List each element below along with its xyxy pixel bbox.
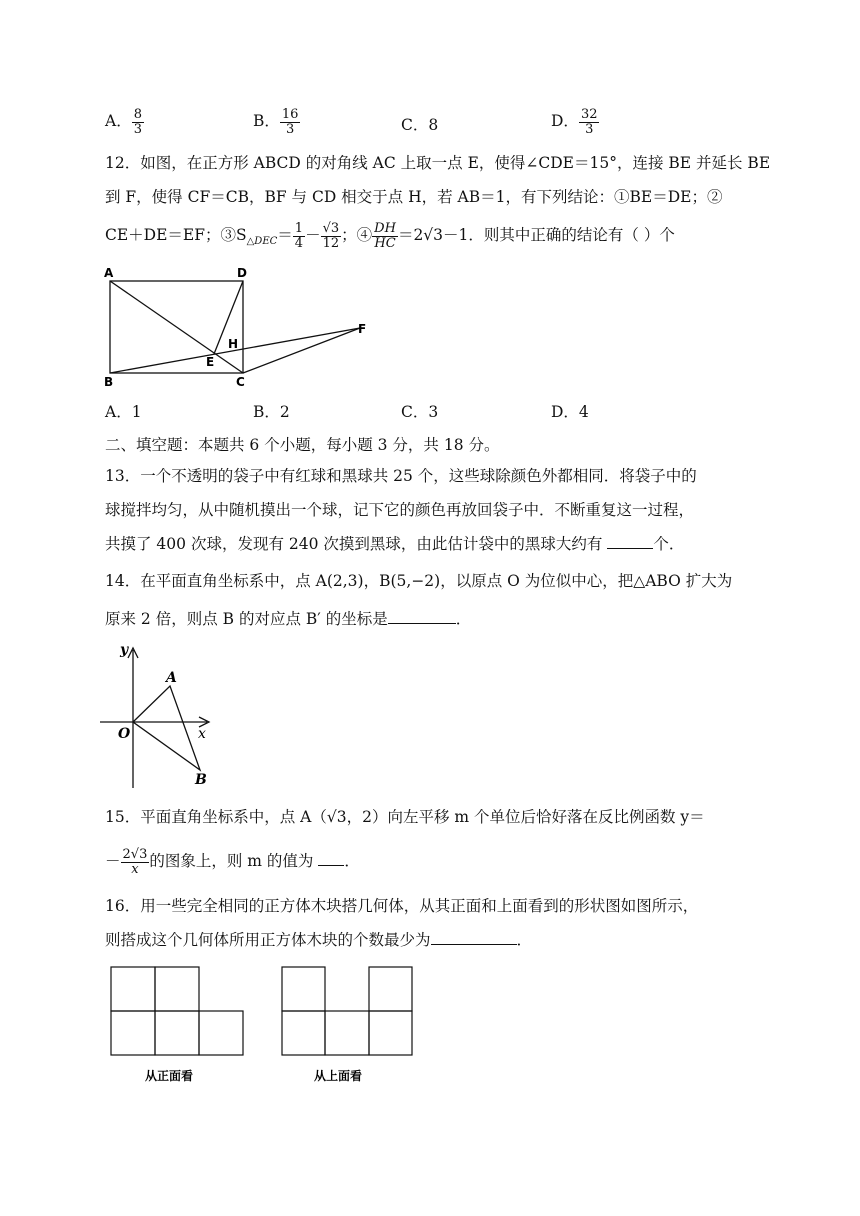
- q12-option-b: B．2: [253, 403, 290, 421]
- q15-line-2: － $\frac{2√3}{x}$ 的图象上，则 m 的值为 ．: [105, 847, 360, 877]
- q11-option-c: C．8: [401, 116, 439, 134]
- label-b: B: [104, 375, 114, 389]
- q15-line-1: 15．平面直角坐标系中，点 A（√3，2）向左平移 m 个单位后恰好落在反比例函数 y＝: [105, 808, 705, 826]
- q12-option-a: A．1: [105, 403, 142, 421]
- q16-line-1: 16．用一些完全相同的正方体木块搭几何体，从其正面和上面看到的形状图如图所示，: [105, 897, 699, 915]
- label-y: y: [120, 642, 129, 658]
- label-f: F: [358, 322, 367, 336]
- label-c: C: [236, 375, 245, 389]
- q11-option-a: A． $\frac{8}{3}$: [105, 107, 142, 137]
- label-o: O: [118, 726, 131, 742]
- label-d: D: [237, 266, 247, 280]
- q12-line-1: 12．如图，在正方形 ABCD 的对角线 AC 上取一点 E，使得∠CDE＝15°，连接 BE 并延长 BE: [105, 154, 771, 172]
- q12-option-d: D．4: [551, 403, 589, 421]
- q12-line-3: CE＋DE＝EF；$③S_{\triangle DEC}=$ $\frac{1}{4}$ － $\frac{√3}{12}$ ；④ $\frac{DH}{HC}$ ＝2√3－1．则其中正确的结论有（ ）个: [105, 221, 675, 251]
- label-h: H: [228, 337, 239, 351]
- q12-option-c: C．3: [401, 403, 439, 421]
- top-view-grid: [282, 967, 412, 1055]
- q14-line-2: 原来 2 倍，则点 B 的对应点 B′ 的坐标是 ．: [105, 610, 472, 628]
- label-a: A: [166, 670, 177, 686]
- front-view-label: 从正面看: [145, 1069, 194, 1083]
- top-view-label: 从上面看: [314, 1069, 363, 1083]
- label-b: B: [195, 772, 207, 788]
- q13-line-1: 13．一个不透明的袋子中有红球和黑球共 25 个，这些球除颜色外都相同．将袋子中的: [105, 467, 697, 485]
- front-view-grid: [111, 967, 243, 1055]
- label-e: E: [206, 355, 215, 369]
- q11-option-b: B． $\frac{16}{3}$: [253, 107, 299, 137]
- q14-line-1: 14．在平面直角坐标系中，点 A(2,3)，B(5,−2)，以原点 O 为位似中心，把△ABO 扩大为: [105, 572, 733, 590]
- q11-option-d: D． $\frac{32}{3}$: [551, 107, 598, 137]
- label-a: A: [104, 266, 114, 280]
- q16-line-2: 则搭成这个几何体所用正方体木块的个数最少为 ．: [105, 931, 533, 949]
- q13-line-2: 球搅拌均匀，从中随机摸出一个球，记下它的颜色再放回袋子中．不断重复这一过程，: [105, 501, 695, 519]
- section-heading: 二、填空题：本题共 6 个小题，每小题 3 分，共 18 分。: [105, 436, 500, 454]
- q12-line-2: 到 F，使得 CF＝CB，BF 与 CD 相交于点 H，若 AB＝1，有下列结论：①BE＝DE；②: [105, 188, 723, 206]
- label-x: x: [198, 726, 206, 742]
- q13-line-3: 共摸了 400 次球，发现有 240 次摸到黑球，由此估计袋中的黑球大约有 个．: [105, 535, 685, 553]
